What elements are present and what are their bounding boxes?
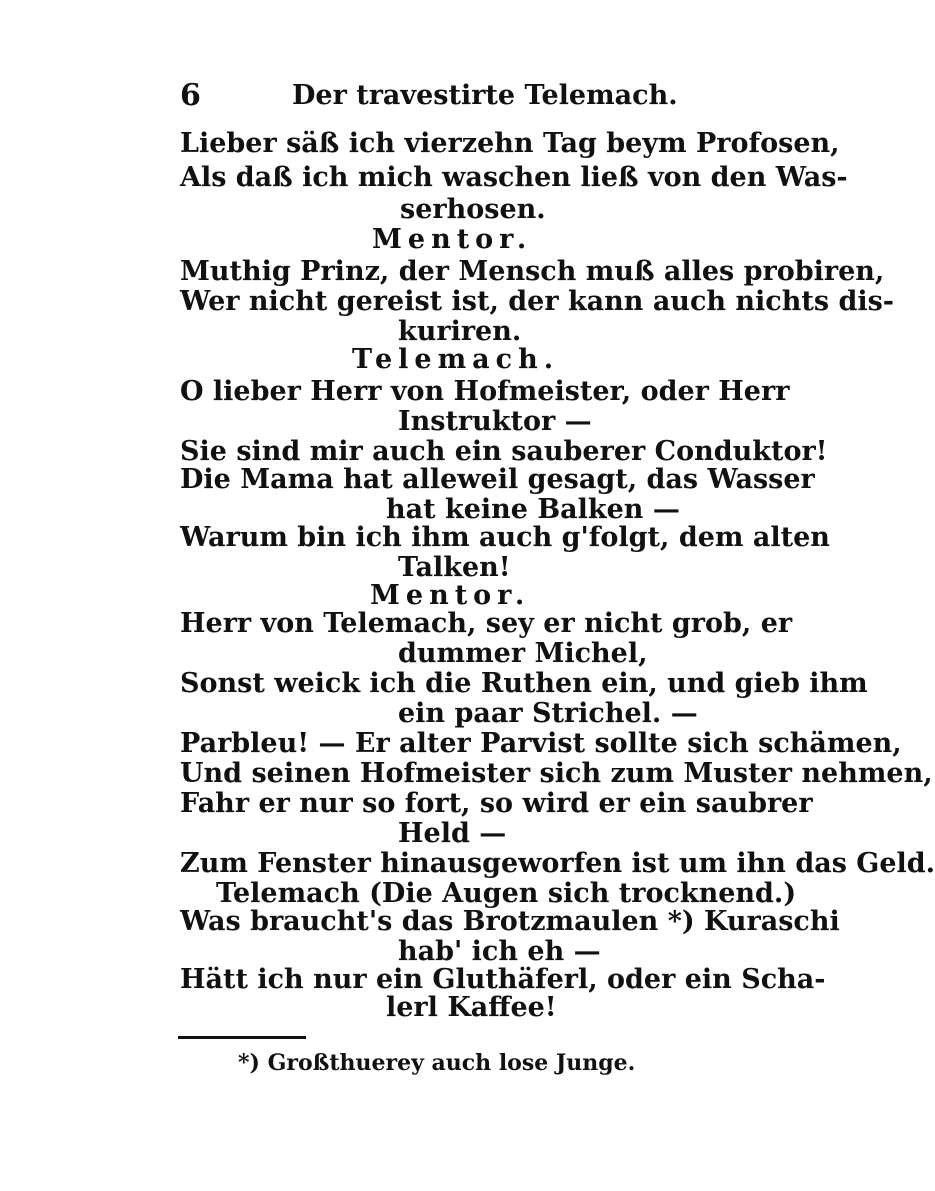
verse-line: dummer Michel, [398, 638, 648, 669]
verse-line: Warum bin ich ihm auch g'folgt, dem alten [180, 522, 830, 553]
verse-line: Herr von Telemach, sey er nicht grob, er [180, 608, 793, 639]
speaker-name: Telemach (Die Augen sich trocknend.) [216, 878, 797, 909]
verse-line: Fahr er nur so fort, so wird er ein saubrer [180, 788, 813, 819]
page-number: 6 [180, 78, 201, 113]
verse-line: Als daß ich mich waschen ließ von den Was- [180, 162, 848, 193]
verse-line: Parbleu! — Er alter Parvist sollte sich schämen, [180, 728, 902, 759]
page-header [180, 78, 680, 118]
speaker-name: Mentor. [370, 580, 531, 611]
verse-line: Wer nicht gereist ist, der kann auch nichts dis- [180, 286, 894, 317]
verse-line: O lieber Herr von Hofmeister, oder Herr [180, 376, 790, 407]
verse-line: Sie sind mir auch ein sauberer Conduktor! [180, 436, 828, 467]
footnote: *) Großthuerey auch lose Junge. [238, 1050, 636, 1076]
speaker-name: Mentor. [372, 224, 533, 255]
verse-line: ein paar Strichel. — [398, 698, 698, 729]
verse-line: Held — [398, 818, 507, 849]
verse-line: Und seinen Hofmeister sich zum Muster nehmen, [180, 758, 933, 789]
verse-line: hab' ich eh — [398, 936, 601, 967]
verse-line: Zum Fenster hinausgeworfen ist um ihn das Geld. [180, 848, 935, 879]
footnote-divider [178, 1036, 306, 1039]
verse-line: serhosen. [400, 194, 546, 225]
verse-line: Was braucht's das Brotzmaulen *) Kuraschi [180, 906, 840, 937]
verse-line: Instruktor — [398, 406, 592, 437]
verse-line: hat keine Balken — [386, 494, 680, 525]
verse-line: Die Mama hat alleweil gesagt, das Wasser [180, 464, 815, 495]
verse-line: Lieber säß ich vierzehn Tag beym Profosen, [180, 128, 840, 159]
speaker-name: Telemach. [352, 344, 560, 375]
running-head: Der travestirte Telemach. [292, 80, 678, 111]
verse-line: Talken! [398, 552, 511, 583]
verse-line: Muthig Prinz, der Mensch muß alles probiren, [180, 256, 885, 287]
verse-line: Hätt ich nur ein Gluthäferl, oder ein Scha- [180, 964, 826, 995]
verse-line: lerl Kaffee! [386, 992, 557, 1023]
verse-line: kuriren. [398, 316, 522, 347]
verse-line: Sonst weick ich die Ruthen ein, und gieb ihm [180, 668, 868, 699]
